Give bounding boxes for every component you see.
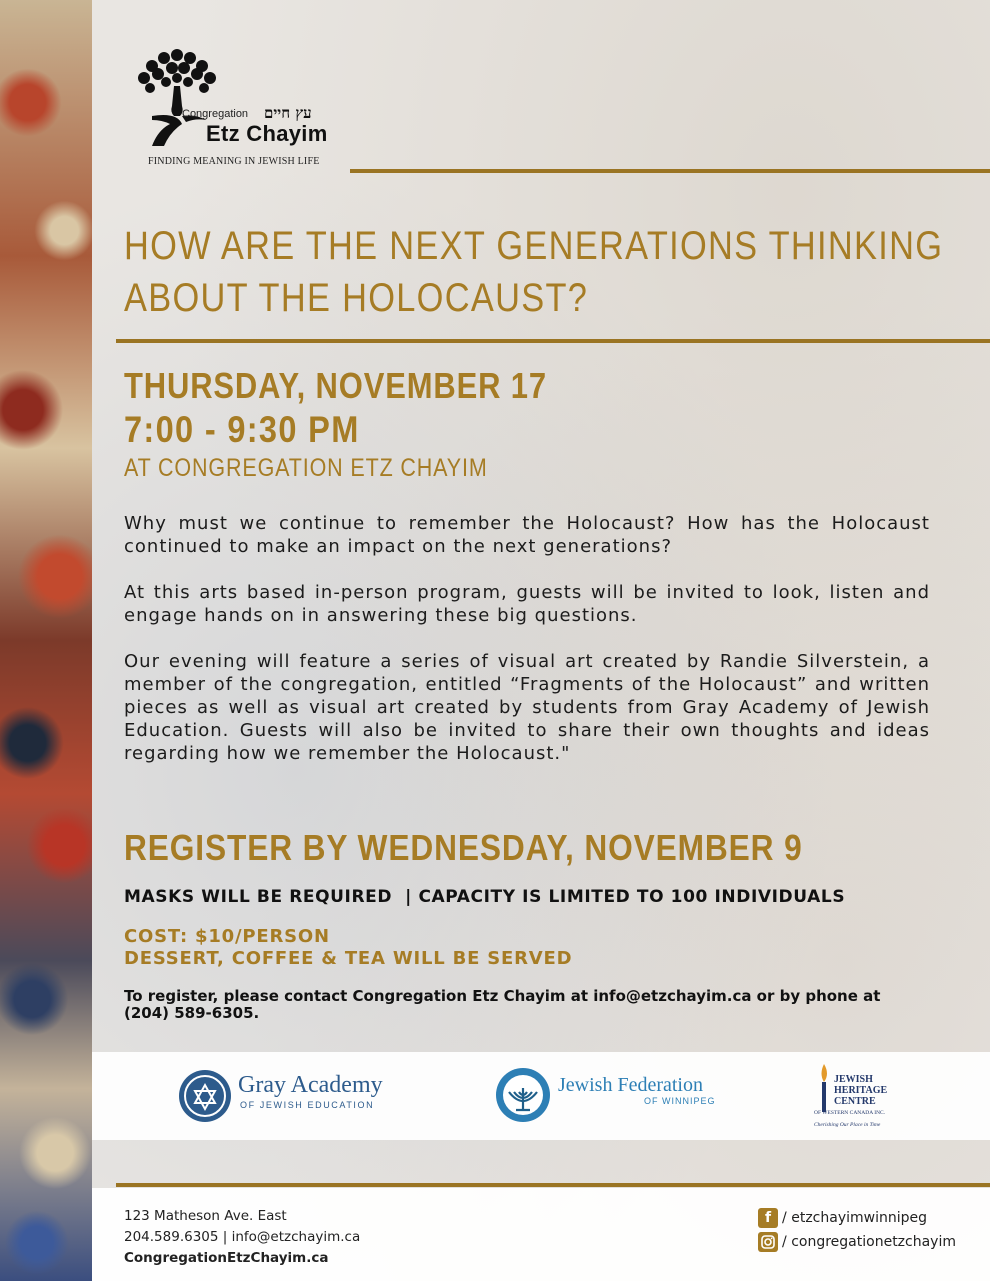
description-paragraph: At this arts based in-person program, guests will be invited to look, listen and engage hands on in answering these big questions. — [124, 582, 930, 626]
top-rule — [350, 169, 990, 173]
painting-strip — [0, 0, 92, 1281]
description-paragraph: Our evening will feature a series of visual art created by Randie Silverstein, a member of the congregation, entitled “Fragments of the Holocaust” and written pieces as well as visual art created by students from Gray Academy of Jewish Education. Guests will also be invited to share their own thoughts and ideas regarding how we remember the Holocaust." — [124, 651, 930, 764]
event-title: HOW ARE THE NEXT GENERATIONS THINKING ABOUT THE HOLOCAUST? — [124, 224, 944, 320]
gray-academy-sub: OF JEWISH EDUCATION — [240, 1100, 375, 1110]
mask-capacity-notice: MASKS WILL BE REQUIRED | CAPACITY IS LIMITED TO 100 INDIVIDUALS — [124, 887, 846, 907]
jewish-heritage-logo — [814, 1052, 914, 1140]
facebook-handle: / etzchayimwinnipeg — [782, 1210, 927, 1226]
gray-academy-logo — [178, 1052, 398, 1140]
contact-info: To register, please contact Congregation Etz Chayim at info@etzchayim.ca or by phone at (204) 589-6305. — [124, 987, 881, 1022]
logo-tagline: FINDING MEANING IN JEWISH LIFE — [148, 156, 320, 167]
event-venue: AT CONGREGATION ETZ CHAYIM — [124, 454, 488, 482]
instagram-icon — [758, 1232, 778, 1252]
facebook-link[interactable] — [758, 1206, 956, 1230]
jewish-heritage-name: JEWISH HERITAGE CENTRE — [834, 1074, 888, 1107]
jewish-heritage-tagline: Cherishing Our Place in Time — [814, 1122, 881, 1128]
event-time: 7:00 - 9:30 PM — [124, 409, 360, 450]
cost-info — [124, 926, 572, 970]
event-date: THURSDAY, NOVEMBER 17 — [124, 365, 547, 406]
instagram-handle: / congregationetzchayim — [782, 1234, 956, 1250]
register-deadline: REGISTER BY WEDNESDAY, NOVEMBER 9 — [124, 827, 803, 868]
jewish-federation-name: Jewish Federation — [558, 1074, 703, 1096]
cost-text: COST: $10/PERSON — [124, 926, 330, 947]
menorah-icon — [494, 1066, 552, 1124]
phone-email: 204.589.6305 | info@etzchayim.ca — [124, 1229, 361, 1245]
sponsor-band — [92, 1052, 990, 1140]
logo-congregation-text: Congregation — [182, 108, 249, 120]
logo-name: Etz Chayim — [206, 121, 328, 146]
gray-academy-name: Gray Academy — [238, 1072, 383, 1098]
refreshments-text: DESSERT, COFFEE & TEA WILL BE SERVED — [124, 948, 573, 969]
etz-chayim-logo — [122, 46, 342, 176]
instagram-link[interactable] — [758, 1230, 956, 1254]
jewish-federation-sub: OF WINNIPEG — [644, 1096, 716, 1106]
description-paragraph: Why must we continue to remember the Holocaust? How has the Holocaust continued to make an impact on the next generations? — [124, 513, 930, 557]
logo-hebrew-text: עץ חיים — [264, 104, 312, 122]
title-rule — [116, 339, 990, 343]
contact-address-block — [124, 1206, 360, 1269]
facebook-icon: f — [758, 1208, 778, 1228]
street-address: 123 Matheson Ave. East — [124, 1208, 287, 1224]
flame-icon — [816, 1062, 832, 1114]
jewish-heritage-sub: OF WESTERN CANADA INC. — [814, 1110, 886, 1116]
footer-rule — [116, 1183, 990, 1187]
gray-academy-emblem-icon — [178, 1069, 232, 1123]
social-links — [758, 1206, 956, 1254]
event-description — [124, 512, 930, 788]
footer — [92, 1188, 990, 1281]
jewish-federation-logo — [494, 1052, 734, 1140]
website-link[interactable]: CongregationEtzChayim.ca — [124, 1250, 329, 1266]
